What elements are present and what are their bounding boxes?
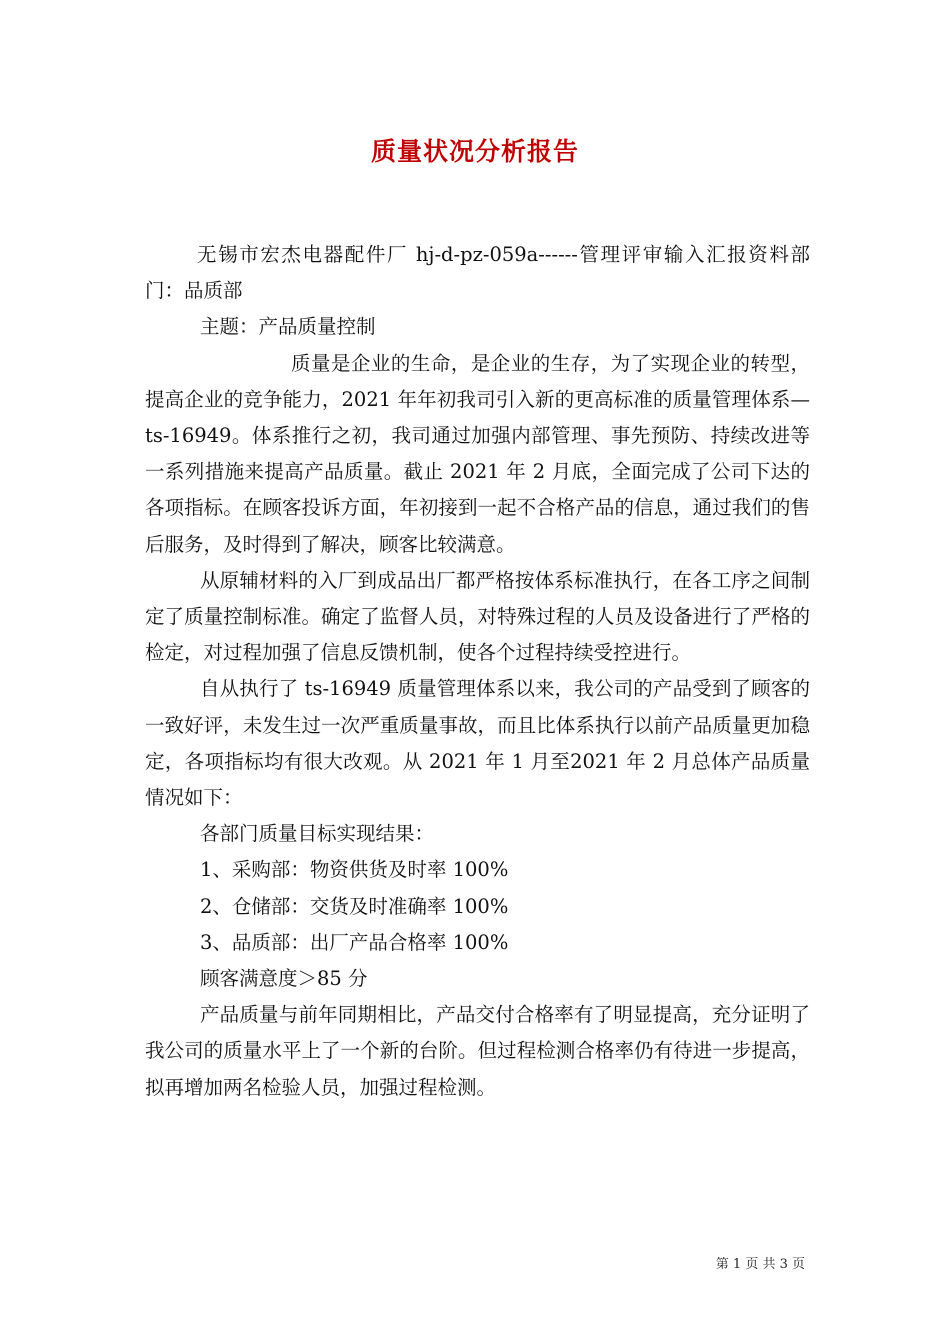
- document-body: [145, 237, 810, 1106]
- subject-line: 主题：产品质量控制: [200, 315, 376, 339]
- paragraph-4: 产品质量与前年同期相比，产品交付合格率有了明显提高，充分证明了我公司的质量水平上了一个新的台阶。但过程检测合格率仍有待进一步提高，拟再增加两名检验人员，加强过程检测。: [145, 1003, 810, 1099]
- paragraph-3: 自从执行了 ts-16949 质量管理体系以来，我公司的产品受到了顾客的一致好评，未发生过一次严重质量事故，而且比体系执行以前产品质量更加稳定，各项指标均有很大改观。从 2021 年 1 月至2021 年 2 月总体产品质量情况如下：: [145, 677, 810, 810]
- results-heading: 各部门质量目标实现结果：: [200, 822, 435, 846]
- paragraph-1: 质量是企业的生命，是企业的生存，为了实现企业的转型，提高企业的竞争能力，2021 年年初我司引入新的更高标准的质量管理体系—ts-16949。体系推行之初，我司通过加强内部管理、事先预防、持续改进等一系列措施来提高产品质量。截止 2021 年 2 月底，全面完成了公司下达的各项指标。在顾客投诉方面，年初接到一起不合格产品的信息，通过我们的售后服务，及时得到了解决，顾客比较满意。: [145, 351, 810, 556]
- page-number: 第 1 页 共 3 页: [715, 1257, 805, 1272]
- list-item: 2、仓储部：交货及时准确率 100%: [200, 894, 509, 918]
- list-item: 3、品质部：出厂产品合格率 100%: [200, 930, 509, 954]
- paragraph-2: 从原辅材料的入厂到成品出厂都严格按体系标准执行，在各工序之间制定了质量控制标准。确定了监督人员，对特殊过程的人员及设备进行了严格的检定，对过程加强了信息反馈机制，使各个过程持续受控进行。: [145, 568, 810, 665]
- document-title: 质量状况分析报告: [370, 137, 579, 166]
- list-item: 1、采购部：物资供货及时率 100%: [200, 858, 509, 882]
- satisfaction-line: 顾客满意度＞85 分: [200, 967, 368, 991]
- header-line: 无锡市宏杰电器配件厂 hj-d-pz-059a------管理评审输入汇报资料部门：品质部: [145, 243, 810, 303]
